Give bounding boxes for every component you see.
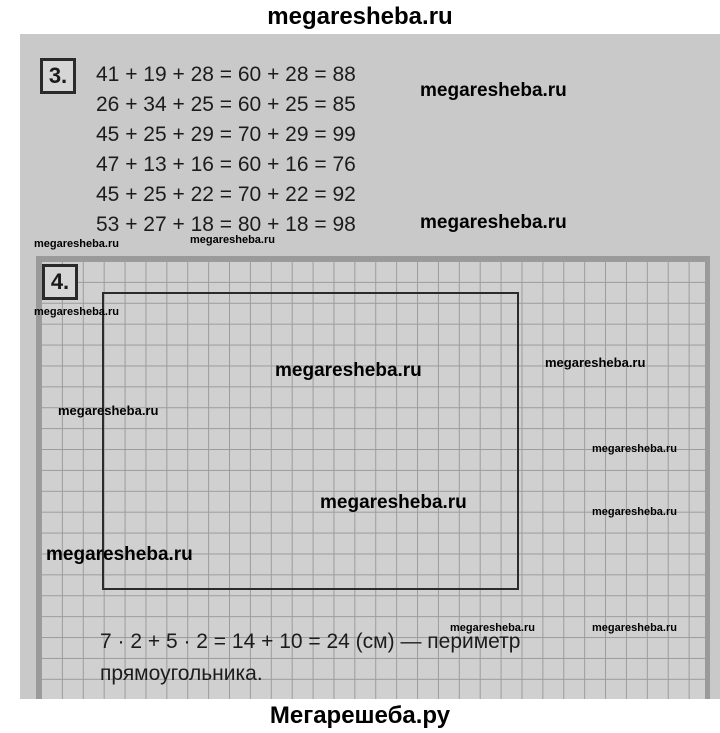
watermark: megaresheba.ru	[420, 212, 567, 233]
watermark: megaresheba.ru	[46, 544, 193, 565]
equation-line: 41 + 19 + 28 = 60 + 28 = 88	[96, 63, 356, 86]
equation-line: 45 + 25 + 22 = 70 + 22 = 92	[96, 183, 356, 206]
watermark: megaresheba.ru	[592, 443, 677, 455]
equation-line: 53 + 27 + 18 = 80 + 18 = 98	[96, 213, 356, 236]
watermark: megaresheba.ru	[450, 622, 535, 634]
task-4-answer: 7 · 2 + 5 · 2 = 14 + 10 = 24 (см) — периметр прямоугольника.	[100, 630, 521, 685]
watermark: megaresheba.ru	[34, 306, 119, 318]
equation-line: 47 + 13 + 16 = 60 + 16 = 76	[96, 153, 356, 176]
watermark: megaresheba.ru	[58, 403, 159, 418]
task-4-number: 4.	[42, 264, 78, 300]
watermark: megaresheba.ru	[545, 355, 646, 370]
site-header: megaresheba.ru	[0, 0, 720, 34]
watermark: megaresheba.ru	[592, 506, 677, 518]
equation-line: 26 + 34 + 25 = 60 + 25 = 85	[96, 93, 356, 116]
equation-line: 45 + 25 + 29 = 70 + 29 = 99	[96, 123, 356, 146]
watermark: megaresheba.ru	[592, 622, 677, 634]
task-3-equations	[96, 60, 356, 240]
watermark: megaresheba.ru	[275, 360, 422, 381]
site-footer: Мегарешеба.ру	[0, 699, 720, 733]
watermark: megaresheba.ru	[34, 238, 119, 250]
watermark: megaresheba.ru	[420, 80, 567, 101]
task-3-number: 3.	[40, 58, 76, 94]
watermark: megaresheba.ru	[190, 234, 275, 246]
watermark: megaresheba.ru	[320, 492, 467, 513]
